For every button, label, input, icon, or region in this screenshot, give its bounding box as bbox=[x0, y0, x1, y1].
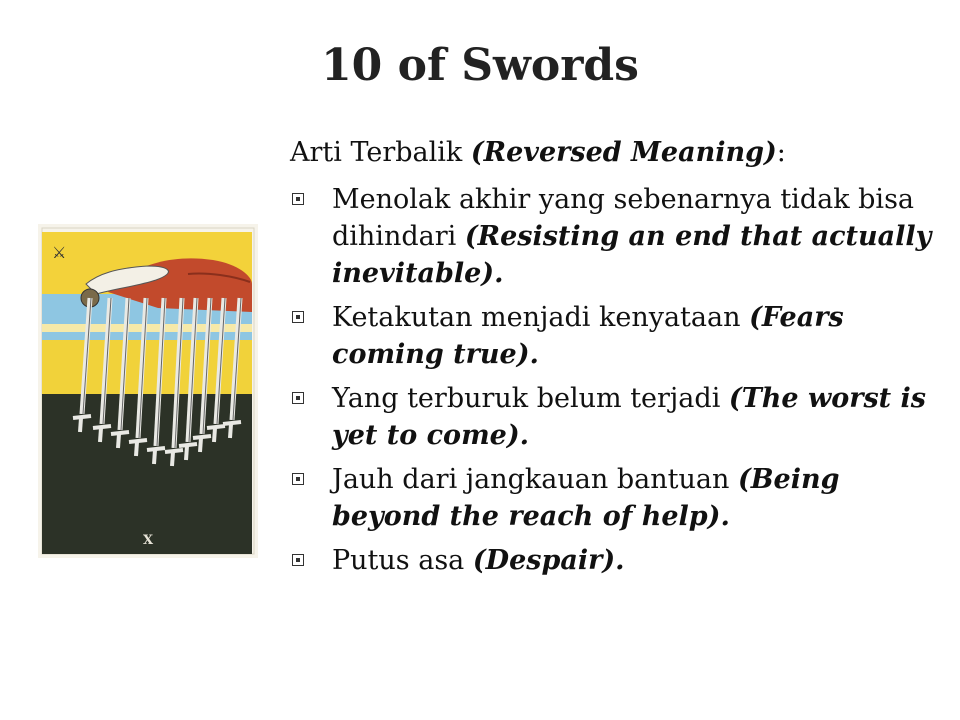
meaning-indonesian: Menolak akhir yang sebenarnya tidak bisa dihindari bbox=[332, 184, 915, 252]
sword-guard bbox=[179, 444, 197, 446]
sword-guard bbox=[193, 436, 211, 438]
sword-hilt bbox=[154, 450, 155, 464]
sword-hilt bbox=[136, 442, 137, 456]
sword-guard bbox=[223, 422, 241, 424]
meaning-indonesian: Jauh dari jangkauan bantuan bbox=[332, 464, 730, 495]
meaning-indonesian: Ketakutan menjadi kenyataan bbox=[332, 302, 741, 333]
sword-guard bbox=[93, 426, 111, 428]
heading-colon: : bbox=[776, 137, 786, 168]
sword-guard bbox=[147, 448, 165, 450]
meaning-indonesian: Putus asa bbox=[332, 545, 465, 576]
sword-hilt bbox=[100, 428, 101, 442]
square-bullet-icon bbox=[292, 473, 304, 485]
sword-hilt bbox=[200, 438, 201, 452]
heading-indonesian: Arti Terbalik bbox=[290, 137, 463, 168]
slide-title: 10 of Swords bbox=[321, 40, 639, 91]
meaning-indonesian: Yang terburuk belum terjadi bbox=[332, 383, 721, 414]
meaning-item bbox=[290, 542, 940, 579]
sword-hilt bbox=[230, 424, 231, 438]
sword-guard bbox=[165, 450, 183, 452]
square-bullet-icon bbox=[292, 193, 304, 205]
meaning-english: (Fears coming true). bbox=[332, 302, 844, 370]
meaning-list bbox=[290, 181, 940, 579]
sword-hilt bbox=[172, 452, 173, 466]
meaning-item bbox=[290, 181, 940, 292]
card-suit-mark: ⚔ bbox=[52, 243, 67, 262]
sword-hilt bbox=[118, 434, 119, 448]
heading-english: (Reversed Meaning) bbox=[470, 137, 777, 168]
sword-guard bbox=[129, 440, 147, 442]
sword-hilt bbox=[186, 446, 187, 460]
sword-guard bbox=[111, 432, 129, 434]
meaning-english: (The worst is yet to come). bbox=[332, 383, 927, 451]
tarot-card-image bbox=[38, 224, 258, 558]
meaning-item bbox=[290, 461, 940, 535]
meaning-item bbox=[290, 299, 940, 373]
section-heading bbox=[290, 134, 940, 171]
sword-hilt bbox=[214, 428, 215, 442]
ten-of-swords-card-icon bbox=[38, 224, 258, 558]
meaning-english: (Resisting an end that actually inevitable). bbox=[332, 221, 932, 289]
meaning-item bbox=[290, 380, 940, 454]
sword-hilt bbox=[80, 418, 81, 432]
square-bullet-icon bbox=[292, 392, 304, 404]
slide-content bbox=[290, 134, 940, 586]
meaning-english: (Being beyond the reach of help). bbox=[332, 464, 840, 532]
square-bullet-icon bbox=[292, 311, 304, 323]
square-bullet-icon bbox=[292, 554, 304, 566]
card-numeral: X bbox=[142, 533, 154, 548]
meaning-english: (Despair). bbox=[472, 545, 625, 576]
sword-guard bbox=[73, 416, 91, 418]
sword-guard bbox=[207, 426, 225, 428]
